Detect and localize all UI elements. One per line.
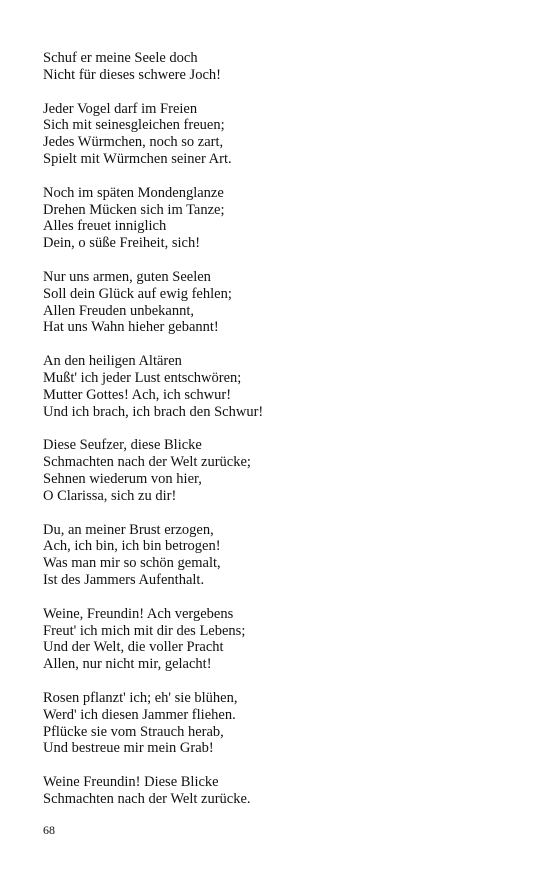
- stanza: [43, 774, 523, 808]
- poem-line: Mußt' ich jeder Lust entschwören;: [43, 369, 242, 386]
- poem-line: Mutter Gottes! Ach, ich schwur!: [43, 386, 232, 403]
- poem-line: Und bestreue mir mein Grab!: [43, 740, 214, 757]
- poem-line: Nur uns armen, guten Seelen: [43, 268, 211, 285]
- poem-line: Drehen Mücken sich im Tanze;: [43, 201, 225, 218]
- stanza: [43, 522, 523, 589]
- poem-line: Ist des Jammers Aufenthalt.: [43, 571, 205, 588]
- poem-line: Dein, o süße Freiheit, sich!: [43, 235, 201, 252]
- poem-line: Weine, Freundin! Ach vergebens: [43, 605, 234, 622]
- stanza: [43, 269, 523, 336]
- poem-line: Alles freuet inniglich: [43, 218, 167, 235]
- stanza: [43, 606, 523, 673]
- poem-line: Hat uns Wahn hieher gebannt!: [43, 319, 219, 336]
- page-number: 68: [43, 823, 55, 837]
- poem-line: Rosen pflanzt' ich; eh' sie blühen,: [43, 689, 238, 706]
- stanza: [43, 101, 523, 168]
- poem-line: Jeder Vogel darf im Freien: [43, 100, 198, 117]
- poem-line: Du, an meiner Brust erzogen,: [43, 521, 214, 538]
- stanza: [43, 353, 523, 420]
- poem-line: Spielt mit Würmchen seiner Art.: [43, 150, 232, 167]
- poem-line: Werd' ich diesen Jammer fliehen.: [43, 706, 236, 723]
- stanza: [43, 437, 523, 504]
- poem-line: Und der Welt, die voller Pracht: [43, 639, 224, 656]
- poem-line: Schmachten nach der Welt zurücke.: [43, 790, 251, 807]
- stanza: [43, 690, 523, 757]
- poem-line: Allen Freuden unbekannt,: [43, 302, 195, 319]
- poem-line: Ach, ich bin, ich bin betrogen!: [43, 538, 221, 555]
- poem-body: [43, 50, 523, 825]
- poem-line: Freut' ich mich mit dir des Lebens;: [43, 622, 246, 639]
- poem-line: Allen, nur nicht mir, gelacht!: [43, 656, 212, 673]
- poem-line: An den heiligen Altären: [43, 353, 182, 370]
- poem-line: Sehnen wiederum von hier,: [43, 470, 202, 487]
- poem-line: Was man mir so schön gemalt,: [43, 555, 221, 572]
- stanza: [43, 50, 523, 84]
- stanza: [43, 185, 523, 252]
- poem-line: Schuf er meine Seele doch: [43, 50, 198, 66]
- poem-line: Noch im späten Mondenglanze: [43, 184, 224, 201]
- poem-line: Und ich brach, ich brach den Schwur!: [43, 403, 264, 420]
- poem-line: O Clarissa, sich zu dir!: [43, 487, 177, 504]
- poem-line: Sich mit seinesgleichen freuen;: [43, 117, 225, 134]
- poem-line: Diese Seufzer, diese Blicke: [43, 437, 202, 454]
- poem-line: Nicht für dieses schwere Joch!: [43, 66, 221, 83]
- poem-line: Weine Freundin! Diese Blicke: [43, 774, 219, 791]
- poem-line: Schmachten nach der Welt zurücke;: [43, 454, 251, 471]
- poem-line: Jedes Würmchen, noch so zart,: [43, 134, 224, 151]
- poem-line: Soll dein Glück auf ewig fehlen;: [43, 285, 232, 302]
- poem-line: Pflücke sie vom Strauch herab,: [43, 723, 224, 740]
